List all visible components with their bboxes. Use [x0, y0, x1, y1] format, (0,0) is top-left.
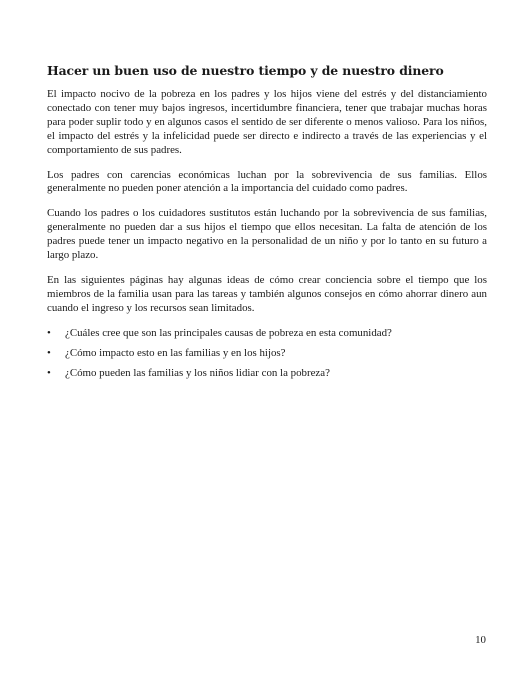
bullet-icon: • [47, 346, 51, 359]
question-text: ¿Cómo impacto esto en las familias y en los hijos? [65, 346, 286, 359]
list-item [47, 327, 487, 341]
section-title: Hacer un buen uso de nuestro tiempo y de nuestro dinero [47, 63, 444, 78]
bullet-icon: • [47, 366, 51, 379]
bullet-icon: • [47, 326, 51, 339]
paragraph-poverty-impact: El impacto nocivo de la pobreza en los padres y los hijos viene del estrés y del distanciamiento conectado con tener muy bajos ingresos, incertidumbre financiera, tener que trabajar muchas horas para poder suplir todo y en algunos casos el sentido de ser diferente o menos valioso. Para los niños, el impacto del estrés y la infelicidad puede ser directo e indirecto a través de las experiencias y el comportamiento de sus padres. [47, 88, 487, 156]
question-text: ¿Cuáles cree que son las principales causas de pobreza en esta comunidad? [65, 326, 392, 339]
list-item [47, 367, 487, 381]
paragraph-parents-struggle: Los padres con carencias económicas luchan por la sobrevivencia de sus familias. Ellos generalmente no pueden poner atención a la importancia del cuidado como padres. [47, 168, 487, 195]
question-text: ¿Cómo pueden las familias y los niños lidiar con la pobreza? [65, 366, 330, 379]
paragraph-caregivers-time: Cuando los padres o los cuidadores sustitutos están luchando por la sobrevivencia de sus familias, generalmente no pueden dar a sus hijos el tiempo que ellos necesitan. La falta de atención de los padres puede tener un impacto negativo en la personalidad de un niño y por lo tanto en su futuro a largo plazo. [47, 207, 487, 262]
paragraph-next-pages: En las siguientes páginas hay algunas ideas de cómo crear conciencia sobre el tiempo que los miembros de la familia usan para las tareas y también algunos consejos en cómo ahorrar dinero aun cuando el ingreso y los recursos sean limitados. [47, 273, 487, 314]
document-body [47, 88, 487, 386]
list-item [47, 347, 487, 361]
questions-list [47, 327, 487, 381]
page-number: 10 [475, 634, 486, 646]
